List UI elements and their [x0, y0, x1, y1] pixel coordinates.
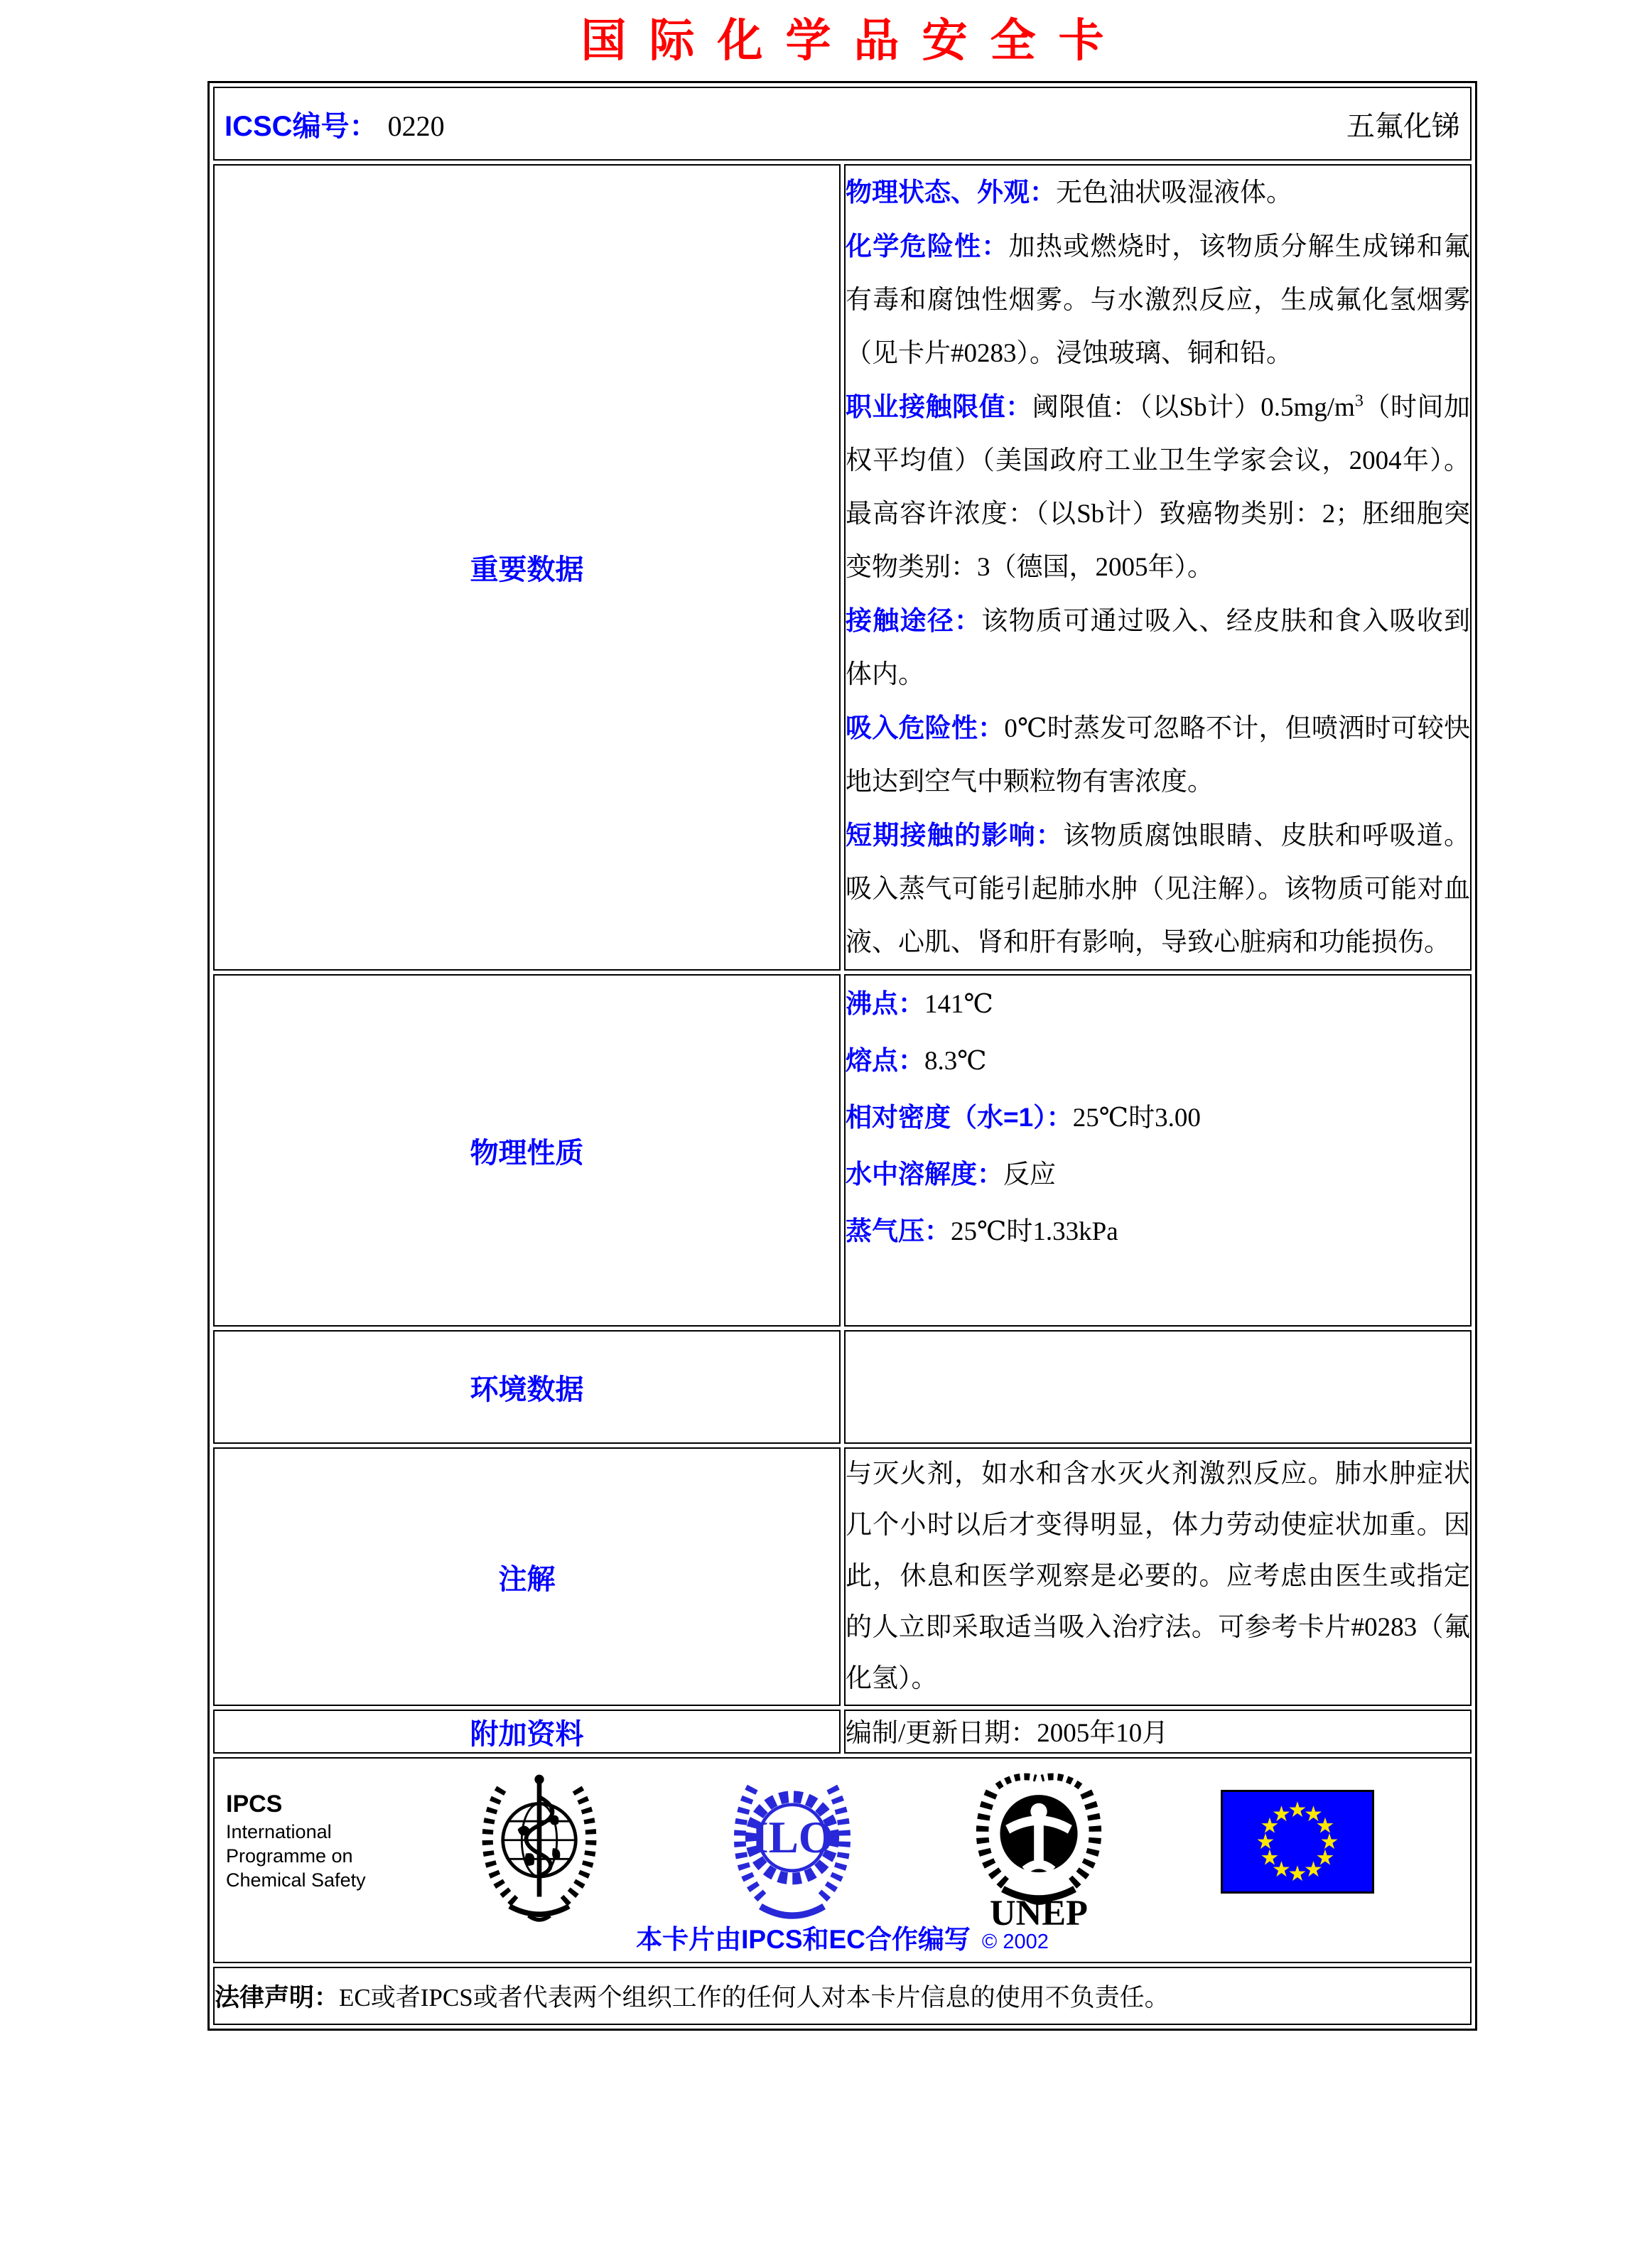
cooperation-caption-text: 本卡片由IPCS和EC合作编写 [636, 1925, 971, 1954]
chemical-danger-text: 加热或燃烧时，该物质分解生成锑和氟有毒和腐蚀性烟雾。与水激烈反应，生成氟化氢烟雾（见卡片#0283）。浸蚀玻璃、铜和铅。 [846, 232, 1471, 368]
relative-density-label: 相对密度（水=1）： [846, 1103, 1073, 1132]
relative-density-item [846, 1089, 1470, 1146]
chemical-danger-item [846, 220, 1470, 380]
environmental-data-label: 环境数据 [213, 1330, 841, 1444]
inhalation-risk-item [846, 701, 1470, 809]
header-cell [213, 87, 1472, 161]
physical-state-label: 物理状态、外观： [846, 178, 1056, 207]
ipcs-acronym: IPCS [226, 1791, 283, 1818]
ilo-letters: ILO [751, 1812, 833, 1862]
ipcs-line1: International [226, 1821, 332, 1842]
ipcs-line3: Chemical Safety [226, 1869, 366, 1891]
legal-cell [213, 1967, 1472, 2025]
ipcs-line2: Programme on [226, 1845, 353, 1867]
important-data-label: 重要数据 [213, 164, 841, 971]
chemical-danger-label: 化学危险性： [846, 232, 1009, 261]
inhalation-risk-text: 0℃时蒸发可忽略不计，但喷洒时可较快地达到空气中颗粒物有害浓度。 [846, 714, 1471, 797]
chemical-name: 五氟化锑 [1346, 109, 1460, 142]
svg-text:★: ★ [1315, 1845, 1335, 1871]
update-date-value: 2005年10月 [1037, 1719, 1169, 1748]
page-title: 国际化学品安全卡 [581, 15, 1127, 66]
vapor-pressure-value: 25℃时1.33kPa [951, 1217, 1118, 1246]
legal-row [213, 1967, 1472, 2025]
physical-state-text: 无色油状吸湿液体。 [1056, 178, 1292, 207]
melting-point-value: 8.3℃ [924, 1047, 987, 1076]
svg-text:★: ★ [1304, 1802, 1323, 1827]
water-solubility-value: 反应 [1003, 1160, 1056, 1189]
short-term-effects-item [846, 809, 1470, 969]
boiling-point-value: 141℃ [924, 990, 993, 1019]
svg-text:★: ★ [1319, 1830, 1339, 1854]
exposure-limit-label: 职业接触限值： [846, 392, 1032, 421]
logos-cell [213, 1757, 1472, 1963]
notes-row [213, 1447, 1472, 1706]
icsc-number-group [225, 104, 445, 144]
important-data-content [844, 164, 1472, 971]
exposure-limit-item [846, 380, 1470, 594]
exposure-route-text: 该物质可通过吸入、经皮肤和食入吸收到体内。 [846, 607, 1471, 689]
update-date-label: 编制/更新日期： [846, 1719, 1037, 1748]
vapor-pressure-item [846, 1203, 1470, 1260]
environmental-data-content [844, 1330, 1472, 1444]
icsc-card-table [207, 81, 1477, 2031]
water-solubility-item [846, 1146, 1470, 1203]
cooperation-caption [215, 1918, 1470, 1956]
additional-info-label: 附加资料 [213, 1710, 841, 1754]
notes-label: 注解 [213, 1447, 841, 1706]
exposure-route-item [846, 594, 1470, 701]
svg-text:★: ★ [1287, 1862, 1307, 1886]
water-solubility-label: 水中溶解度： [846, 1160, 1003, 1189]
svg-text:★: ★ [1287, 1798, 1307, 1823]
additional-info-content [844, 1710, 1472, 1754]
svg-text:★: ★ [1315, 1813, 1335, 1839]
notes-content [844, 1447, 1472, 1706]
copyright-text: © 2002 [981, 1931, 1049, 1953]
exposure-limit-text-post: （时间加权平均值）（美国政府工业卫生学家会议，2004年）。最高容许浓度：（以Sb计）致癌物类别：2；胚细胞突变物类别：3（德国，2005年）。 [846, 393, 1471, 582]
unep-logo-icon [969, 1770, 1108, 1934]
physical-properties-content [844, 974, 1472, 1327]
physical-properties-row [213, 974, 1472, 1327]
exposure-limit-text-pre: 阈限值：（以Sb计）0.5mg/m [1032, 393, 1355, 422]
icsc-number-label: ICSC编号： [225, 110, 378, 142]
environmental-data-row [213, 1330, 1472, 1444]
physical-properties-label: 物理性质 [213, 974, 841, 1327]
who-logo-icon [472, 1770, 607, 1934]
svg-text:★: ★ [1272, 1857, 1291, 1882]
svg-text:★: ★ [1256, 1830, 1275, 1854]
eu-flag-icon [1221, 1790, 1374, 1897]
svg-text:★: ★ [1260, 1845, 1280, 1871]
superscript-3: 3 [1354, 392, 1364, 411]
physical-state-item [846, 166, 1470, 220]
legal-label: 法律声明： [215, 1984, 340, 2012]
notes-text: 与灭火剂，如水和含水灭火剂激烈反应。肺水肿症状几个小时以后才变得明显，体力劳动使症状加重。因此，休息和医学观察是必要的。应考虑由医生或指定的人立即采取适当吸入治疗法。可参考卡片#0283（氟化氢）。 [846, 1459, 1470, 1693]
icsc-number-value: 0220 [387, 109, 445, 142]
short-term-effects-label: 短期接触的影响： [846, 821, 1064, 850]
melting-point-label: 熔点： [846, 1046, 924, 1075]
boiling-point-label: 沸点： [846, 989, 924, 1018]
logos-row [213, 1757, 1472, 1963]
inhalation-risk-label: 吸入危险性： [846, 713, 1005, 743]
melting-point-item [846, 1032, 1470, 1089]
exposure-route-label: 接触途径： [846, 606, 982, 635]
header-row [213, 87, 1472, 161]
relative-density-value: 25℃时3.00 [1072, 1103, 1201, 1133]
short-term-effects-text: 该物质腐蚀眼睛、皮肤和呼吸道。吸入蒸气可能引起肺水肿（见注解）。该物质可能对血液、心肌、肾和肝有影响，导致心脏病和功能损伤。 [846, 821, 1471, 957]
svg-text:★: ★ [1260, 1813, 1280, 1839]
additional-info-row [213, 1710, 1472, 1754]
svg-text:★: ★ [1272, 1802, 1291, 1827]
unep-letters: UNEP [990, 1893, 1088, 1931]
legal-text: EC或者IPCS或者代表两个组织工作的任何人对本卡片信息的使用不负责任。 [339, 1984, 1170, 2012]
ilo-logo-icon [726, 1774, 858, 1930]
vapor-pressure-label: 蒸气压： [846, 1216, 951, 1246]
important-data-row [213, 164, 1472, 971]
ipcs-text-block [226, 1788, 366, 1892]
boiling-point-item [846, 976, 1470, 1032]
svg-text:★: ★ [1304, 1857, 1323, 1882]
